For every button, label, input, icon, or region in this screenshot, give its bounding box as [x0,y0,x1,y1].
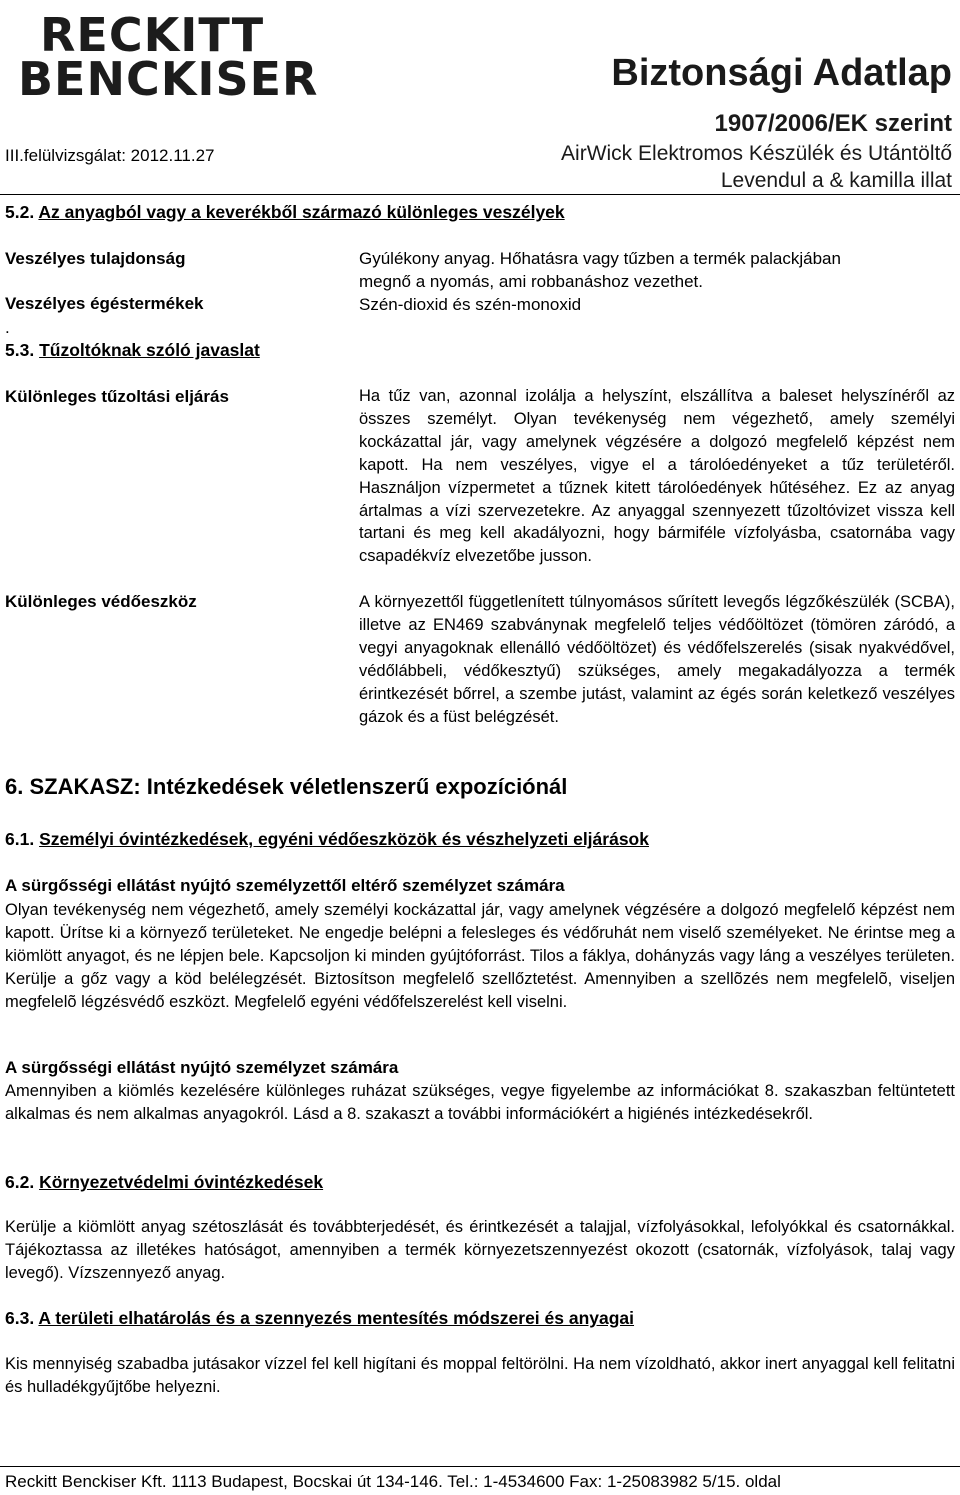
section-5-2-number: 5.2. [5,202,35,222]
section-6-2-number: 6.2. [5,1172,35,1192]
product-name [561,140,952,194]
regulation-reference: 1907/2006/EK szerint [714,110,952,137]
section-5-2-heading [5,202,565,223]
section-6-1-title: Személyi óvintézkedések, egyéni védőeszközök és vészhelyzeti eljárások [39,829,649,849]
section-6-2-title: Környezetvédelmi óvintézkedések [39,1172,324,1192]
section-5-2-title: Az anyagból vagy a keverékből származó különleges veszélyek [38,202,565,222]
firefighting-procedure-text: Ha tűz van, azonnal izolálja a helyszínt, elszállítva a baleset helyszínéről az összes személyt. Olyan tevékenység nem végezhető, amely személyi kockázattal jár, vagy amelynek végzésére a dolgozó megfelelő képzést nem kapott. Ha nem veszélyes, vigye el a tárolóedényeket a tűz területéről. Használjon vízpermetet a tűznek kitett tárolóedények hűtéséhez. Ez az anyag ártalmas a vízi szervezetekre. Az anyaggal szennyezett tűzoltóvizet vissza kell tartani és meg kell akadályozni, hogy bármiféle vízfolyásba, csatornába vagy csapadékvíz elvezetőbe jusson. [359,387,955,566]
section-5-3-title: Tűzoltóknak szóló javaslat [39,340,260,360]
product-name-line2: Levendul a & kamilla illat [720,169,952,192]
combustion-products-label: Veszélyes égéstermékek [5,294,204,313]
hazard-property-line2: megnő a nyomás, ami robbanáshoz vezethet. [359,272,703,291]
protective-equipment-label: Különleges védőeszköz [5,592,197,611]
section-6-3-text: Kis mennyiség szabadba jutásakor vízzel fel kell higítani és moppal feltörölni. Ha nem vízoldható, akkor inert anyaggal kell felitatni és hulladékgyűjtőbe helyezni. [5,1355,955,1396]
section-6-2-heading [5,1172,323,1193]
section-6-3-title: A területi elhatárolás és a szennyezés mentesítés módszerei és anyagai [38,1308,635,1328]
section-6-2-text: Kerülje a kiömlött anyag szétoszlását és továbbterjedését, és érintkezését a talajjal, vízfolyásokkal, lefolyókkal és csatornákkal. Tájékoztassa az illetékes hatóságot, amennyiben a termék környezetszennyezést okozott (csatornák, vízfolyások, talaj vagy levegő). Vízszennyező anyag. [5,1218,955,1282]
logo-text-line1: RECKITT [40,8,265,62]
document-title: Biztonsági Adatlap [611,52,952,94]
section-5-3-number: 5.3. [5,340,35,360]
section-6-1-number: 6.1. [5,829,35,849]
section-6-3-number: 6.3. [5,1308,35,1328]
company-logo [14,8,319,110]
protective-equipment-text: A környezettől függetlenített túlnyomásos sűrített levegős légzőkészülék (SCBA), illetve az EN469 szabványnak megfelelő teljes védőöltözet (tömören záródó, a vegyi anyagoknak ellenálló védőöltözet) és védőfelszerelés (sisak nyakvédővel, védőlábbeli, védőkesztyű) szükséges, amely megakadályozza a termék érintkezését bőrrel, a szembe jutást, valamint az égés során keletkező veszélyes gázok és a füst belégzését. [359,593,955,726]
stray-dot: . [5,318,10,337]
header-divider [0,194,960,195]
firefighting-procedure-label: Különleges tűzoltási eljárás [5,387,229,406]
section-5-3-heading [5,340,260,361]
revision-date: III.felülvizsgálat: 2012.11.27 [5,146,215,165]
emergency-responders-text: Amennyiben a kiömlés kezelésére különleges ruházat szükséges, vegye figyelembe az információkat 8. szakaszban feltüntetett alkalmas és nem alkalmas anyagokról. Lásd a 8. szakaszt a további információkért a higiénés intézkedésekről. [5,1082,955,1123]
non-emergency-personnel-heading: A sürgősségi ellátást nyújtó személyzettől eltérő személyzet számára [5,876,565,895]
hazard-property-line1: Gyúlékony anyag. Hőhatásra vagy tűzben a termék palackjában [359,249,841,268]
page-footer: Reckitt Benckiser Kft. 1113 Budapest, Bocskai út 134-146. Tel.: 1-4534600 Fax: 1-25083982 5/15. oldal [5,1472,781,1491]
section-6-3-heading [5,1308,634,1329]
non-emergency-personnel-text: Olyan tevékenység nem végezhető, amely személyi kockázattal jár, vagy amelynek végzésére a dolgozó megfelelő képzést nem kapott. Ürítse ki a környező területeket. Ne engedje belépni a felesleges és védőruhát nem viselő személyeket. Ne érintse meg a kiömlött anyagot, és ne lépjen bele. Kapcsoljon ki minden gyújtóforrást. Tilos a fáklya, dohányzás vagy láng a veszélyes területen. Kerülje a gőz vagy a köd belélegzését. Biztosítson megfelelő szellőztetést. Amennyiben a szellõzés nem megfelelõ, viseljen megfelelõ légzésvédő eszközt. Megfelelő egyéni védőfelszerelést kell viselni. [5,901,955,1011]
section-6-heading: 6. SZAKASZ: Intézkedések véletlenszerű expozíciónál [5,774,568,799]
hazard-property-label: Veszélyes tulajdonság [5,249,186,268]
section-6-1-heading [5,829,649,850]
logo-text-line2: BENCKISER [18,52,319,106]
footer-divider [0,1466,960,1467]
emergency-responders-heading: A sürgősségi ellátást nyújtó személyzet számára [5,1058,399,1077]
combustion-products-value: Szén-dioxid és szén-monoxid [359,295,582,314]
product-name-line1: AirWick Elektromos Készülék és Utántöltő [561,142,952,165]
